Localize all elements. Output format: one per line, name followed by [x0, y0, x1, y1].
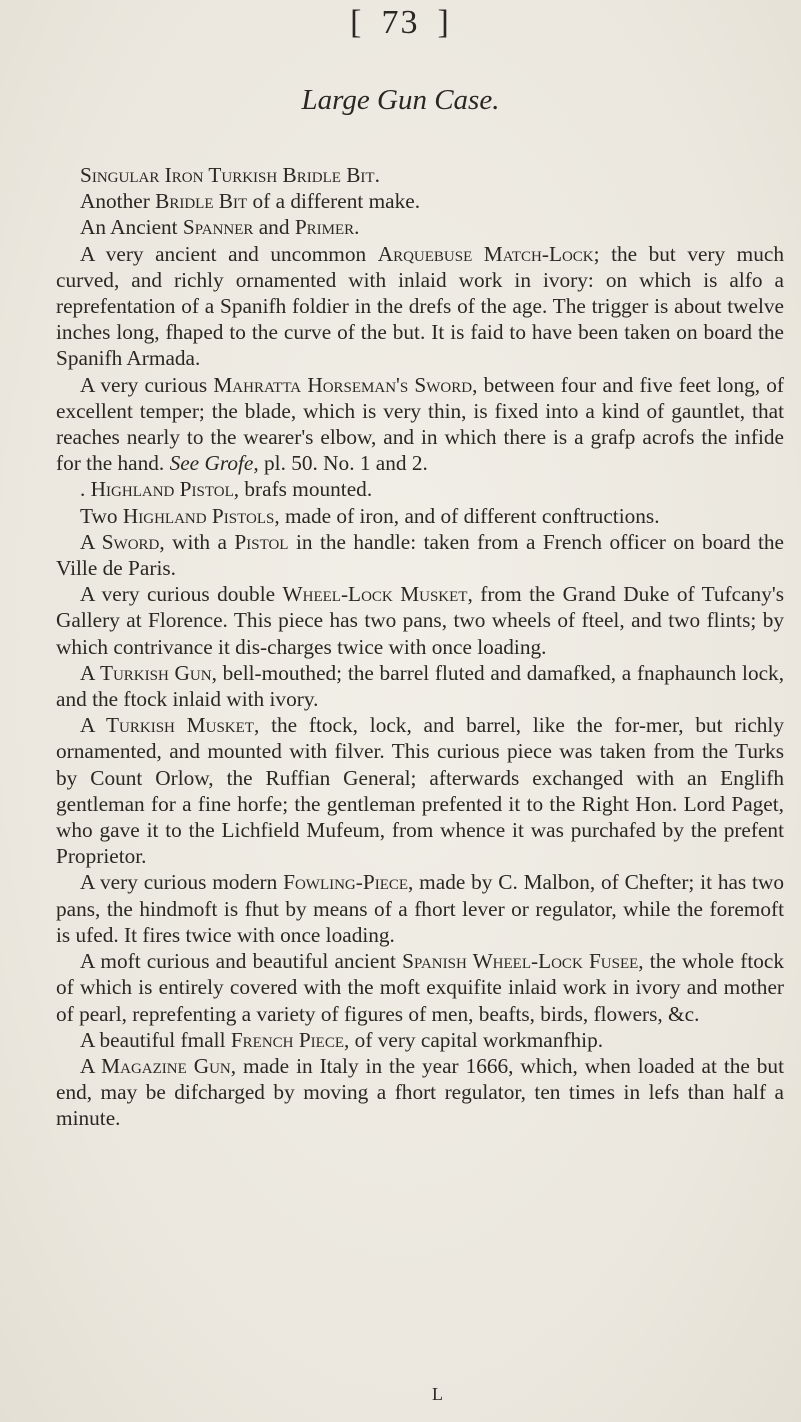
catchword: L — [432, 1384, 443, 1404]
catalogue-entry — [56, 241, 784, 372]
item-name: Pistol — [234, 529, 289, 554]
item-name: Highland Pistol — [90, 477, 234, 502]
entry-lead: An Ancient — [80, 215, 178, 240]
entry-text: of a different make. — [252, 189, 421, 214]
entry-text: , the whole ftock of which is entirely covered with the moft exquifite inlaid work in ivory and mother of pearl, reprefenting a variety of figures of men, beafts, birds, flowers, &c. — [56, 949, 784, 1026]
item-name: Turkish Musket — [106, 713, 254, 738]
entry-text: , from the Grand Duke of Tufcany's Gallery at Florence. This piece has two pans, two wheels of fteel, and two flints; by which contrivance it dis-charges twice with once loading. — [56, 582, 784, 659]
item-name: Wheel-Lock Musket — [282, 582, 468, 607]
entry-lead: A — [80, 1053, 95, 1078]
catalogue-entry — [56, 214, 784, 240]
catalogue-entry — [56, 581, 784, 660]
entry-lead: A — [80, 529, 95, 554]
entry-lead: A very curious — [80, 372, 208, 397]
item-name: Singular Iron Turkish Bridle Bit — [80, 163, 375, 187]
item-name: Spanner — [182, 215, 254, 240]
reference: pl. 50. No. 1 and 2. — [264, 451, 428, 476]
entry-lead: . — [80, 477, 86, 502]
entry-lead: , with a — [159, 529, 227, 554]
item-name: Arquebuse Match-Lock — [377, 241, 594, 266]
entry-text: . — [374, 163, 380, 187]
entry-text: , brafs mounted. — [233, 477, 373, 502]
entry-text: , made in Italy in the year 1666, which, when loaded at the but end, may be difcharged by moving a fhort regulator, ten times in lefs than half a minute. — [56, 1053, 784, 1131]
catalogue-entry — [56, 503, 784, 529]
entry-lead: A beautiful fmall — [80, 1027, 226, 1052]
entry-text: . — [354, 215, 360, 240]
item-name: Highland Pistols — [122, 503, 275, 528]
catalogue-entry — [56, 712, 784, 869]
entry-lead: A very ancient and uncommon — [80, 241, 367, 266]
page-number-value: 73 — [381, 4, 420, 41]
entry-lead: Two — [80, 503, 118, 528]
entry-lead: A — [80, 713, 95, 738]
left-bracket: [ — [350, 4, 364, 41]
entry-lead: A — [80, 660, 95, 685]
catalogue-entry — [56, 1027, 784, 1053]
catalogue-entry — [56, 162, 784, 188]
catalogue-entry — [56, 476, 784, 502]
item-name: Mahratta Horseman's Sword — [213, 372, 473, 397]
right-bracket: ] — [437, 4, 451, 41]
entry-text: , of very capital workmanfhip. — [344, 1027, 604, 1052]
entry-text: , made of iron, and of different conftructions. — [274, 503, 660, 528]
item-name: Bridle Bit — [155, 189, 248, 214]
entry-lead: A very curious double — [80, 582, 276, 607]
section-title: Large Gun Case. — [301, 84, 500, 116]
page-number — [0, 4, 801, 42]
item-name: Fowling-Piece — [283, 870, 409, 895]
item-name: French Piece — [230, 1027, 345, 1052]
entry-lead: A moft curious and beautiful ancient — [80, 949, 396, 974]
entry-text: ; the but very much curved, and richly ornamented with inlaid work in ivory: on which is alfo a reprefentation of a Spanifh foldier in the drefs of the age. The trigger is about twelve inches long, fhaped to the curve of the but. It is faid to have been taken on board the Spanifh Armada. — [56, 241, 784, 371]
item-name: Primer — [294, 215, 355, 240]
entry-text: , the ftock, lock, and barrel, like the for-mer, but richly ornamented, and mounted with filver. This curious piece was taken from the Turks by Count Orlow, the Ruffian General; afterwards exchanged with an Englifh gentleman for a fine horfe; the gentleman prefented it to the Right Hon. Lord Paget, who gave it to the Lichfield Mufeum, from whence it was purchafed by the prefent Proprietor. — [56, 713, 785, 869]
catalogue-text — [56, 162, 784, 1132]
catalogue-entry — [56, 188, 784, 214]
catalogue-entry — [56, 372, 784, 477]
entry-text: in the handle: taken from a French officer on board the Ville de Paris. — [56, 529, 785, 581]
entry-lead: A very curious modern — [80, 870, 278, 895]
entry-text: , between four and five feet long, of excellent temper; the blade, which is very thin, is fixed into a kind of gauntlet, that reaches nearly to the wearer's elbow, and in which there is a grafp acrofs the infide for the hand. — [56, 372, 785, 476]
item-name: Turkish Gun — [99, 660, 212, 685]
catalogue-entry — [56, 869, 784, 948]
catalogue-entry — [56, 529, 784, 581]
entry-lead: and — [258, 215, 290, 240]
entry-text: , bell-mouthed; the barrel fluted and damafked, a fnaphaunch lock, and the ftock inlaid with ivory. — [56, 660, 785, 712]
item-name: Spanish Wheel-Lock Fusee — [402, 949, 639, 974]
catalogue-entry — [56, 660, 784, 712]
reference-italic: See Grofe, — [169, 451, 259, 476]
catalogue-entry — [56, 948, 784, 1027]
item-name: Magazine Gun — [101, 1053, 231, 1078]
item-name: Sword — [101, 529, 160, 554]
entry-text: , made by C. Malbon, of Chefter; it has two pans, the hindmoft is fhut by means of a fhort lever or regulator, while the foremoft is ufed. It fires twice with once loading. — [56, 870, 784, 947]
entry-lead: Another — [80, 189, 150, 214]
catalogue-entry — [56, 1053, 784, 1132]
